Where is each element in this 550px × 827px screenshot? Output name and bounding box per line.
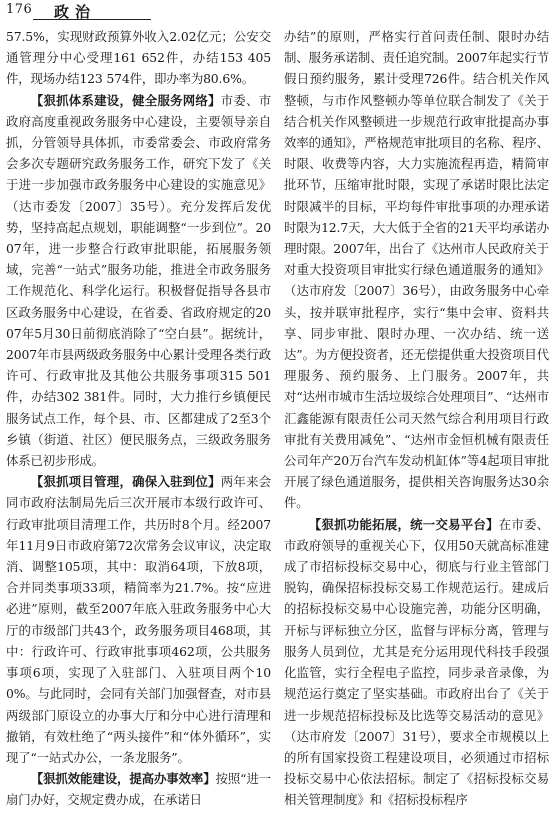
paragraph-project-management <box>6 471 271 768</box>
header-rule <box>33 19 151 20</box>
section-title: 政治 <box>54 3 97 21</box>
text-trading-platform: 在市委、市政府领导的重视关心下，仅用50天就高标准建成了市招标投标交易中心，彻底与行业主管部门脱钩，确保招标投标交易工作规范运行。建成后的招标投标交易中心设施完善，功能分区明确，开标与评标独立分区，监督与评标分离，管理与服务人员到位，尤其是充分运用现代科技手段强化监管，实行全程电子监控，同步录音录像，为规范运行奠定了坚实基础。市政府出台了《关于进一步规范招标投标及比选等交易活动的意见》（达市府发〔2007〕31号），要求全市规模以上的所有国家投资工程建设项目，必须通过市招标投标交易中心依法招标。制定了《招标投标交易相关管理制度》和《招标投标程序 <box>284 516 549 808</box>
heading-trading-platform: 【狠抓功能拓展，统一交易平台】 <box>308 516 499 532</box>
paragraph-efficiency-continued: 办结”的原则，严格实行首问责任制、限时办结制、服务承诺制、责任追究制。2007年起实行节假日预约服务，累计受理726件。结合机关作风整顿，与市作风整顿办等单位联合制发了《关于结合机关作风整顿进一步规范行政审批提高办事效率的通知》，严格规范审批项目的名称、程序、时限、收费等内容，大力实施流程再造，精简审批环节，压缩审批时限，实现了承诺时限比法定时限减半的目标，平均每件审批事项的办理承诺时限为12.7天，大大低于全省的21天平均承诺办理时限。2007年，出台了《达州市人民政府关于对重大投资项目审批实行绿色通道服务的通知》（达市府发〔2007〕36号），由政务服务中心牵头，按并联审批程序，实行“集中会审、资料共享、同步审批、限时办理、一次办结、统一送达”。为方便投资者，还无偿提供重大投资项目代理服务、预约服务、上门服务。2007年，共对“达州市城市生活垃圾综合处理项目”、“达州市汇鑫能源有限责任公司天然气综合利用项目行政审批有关费用减免”、“达州市金恒机械有限责任公司年产20万台汽车发动机缸体”等4起项目审批开展了绿色通道服务，提供相关咨询服务达30余件。 <box>284 29 549 511</box>
paragraph-trading-platform <box>284 514 549 811</box>
paragraph-efficiency <box>6 768 271 810</box>
text-system-building: 市委、市政府高度重视政务服务中心建设，主要领导亲自抓，分管领导具体抓，市委常委会、市政府常务会多次专题研究政务服务工作，研究下发了《关于进一步加强市政务服务中心建设的实施意见》（达市委发〔2007〕35号）。充分发挥后发优势，坚持高起点规划，职能调整“一步到位”。2007年，进一步整合行政审批职能，拓展服务领域，完善“一站式”服务功能，推进全市政务服务工作规范化、科学化运行。积极督促指导各县市区政务服务中心建设，在省委、省政府规定的2007年5月30日前彻底消除了“空白县”。据统计，2007年市县两级政务服务中心累计受理各类行政许可、行政审批及其他公共服务事项315 501件，办结302 381件。同时，大力推行乡镇便民服务试点工作，每个县、市、区都建成了2至3个乡镇（街道、社区）便民服务点，三级政务服务体系已初步形成。 <box>6 92 271 469</box>
paragraph-finance-stats: 57.5%，实现财政预算外收入2.02亿元；公安交通管理分中心受理161 652件，办结153 405件，现场办结123 574件，即办率为80.6%。 <box>6 29 271 87</box>
left-column <box>6 26 271 811</box>
text-project-management: 两年来会同市政府法制局先后三次开展市本级行政许可、行政审批项目清理工作，共历时8个月。经2007年11月9日市政府第72次常务会议审议，决定取消、调整105项，其中：取消64项，下放8项，合并同类事项33项，精简率为21.7%。按“应进必进”原则，截至2007年底入驻政务服务中心大厅的市级部门共43个，政务服务项目468项，其中：行政许可、行政审批事项462项，公共服务事项6项，实现了入驻部门、入驻项目两个100%。与此同时，会同有关部门加强督查，对市县两级部门原设立的办事大厅和分中心进行清理和撤销，有效杜绝了“两头接件”和“体外循环”，实现了“一站式办公，一条龙服务”。 <box>6 474 271 765</box>
page-header <box>6 0 544 22</box>
heading-project-management: 【狠抓项目管理，确保入驻到位】 <box>30 474 221 490</box>
text-efficiency: 按照“进一扇门办好，交规定费办成，在承诺日 <box>6 771 271 808</box>
paragraph-system-building <box>6 90 271 472</box>
page-number: 176 <box>6 2 33 17</box>
right-column <box>284 26 549 811</box>
heading-efficiency: 【狠抓效能建设，提高办事效率】 <box>30 771 216 787</box>
heading-system-building: 【狠抓体系建设，健全服务网络】 <box>30 92 221 108</box>
